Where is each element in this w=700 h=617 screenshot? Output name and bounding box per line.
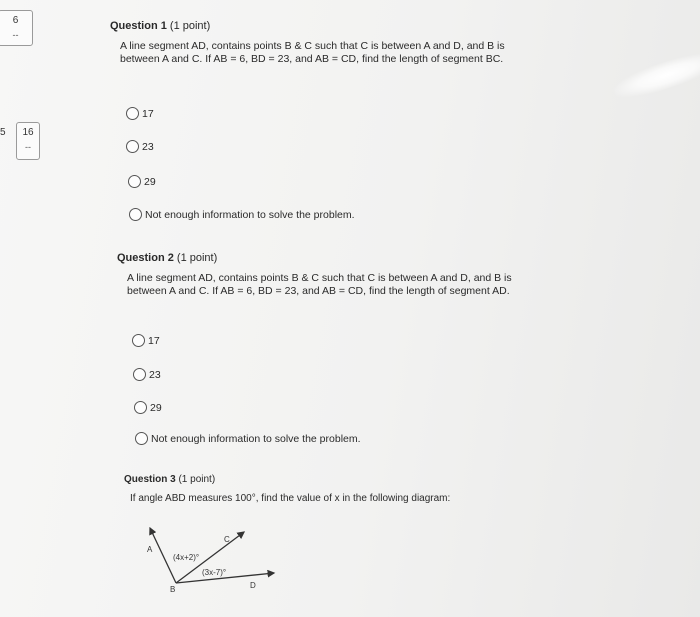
angle-diagram — [140, 520, 280, 595]
radio-button[interactable] — [126, 140, 139, 153]
question-text: If angle ABD measures 100°, find the value of x in the following diagram: — [130, 493, 451, 504]
question-number: Question 3 — [124, 474, 176, 485]
option-label: 17 — [148, 334, 160, 347]
nav-status: -- — [25, 142, 31, 152]
option-label: Not enough information to solve the problem. — [151, 432, 361, 445]
radio-button[interactable] — [132, 334, 145, 347]
q2-option-17[interactable] — [132, 334, 160, 347]
angle-label-abc: (4x+2)° — [173, 553, 200, 562]
point-label-c: C — [224, 535, 230, 544]
nav-number-side: 5 — [0, 127, 6, 138]
option-label: Not enough information to solve the problem. — [145, 208, 355, 221]
option-label: 17 — [142, 107, 154, 120]
q2-option-29[interactable] — [134, 401, 162, 414]
option-label: 29 — [144, 175, 156, 188]
nav-number: 16 — [22, 127, 34, 138]
nav-number: 6 — [12, 15, 19, 26]
point-label-a: A — [147, 545, 153, 554]
question-title — [110, 20, 545, 32]
angle-label-cbd: (3x-7)° — [202, 568, 227, 577]
question-number: Question 1 — [110, 20, 167, 32]
q1-option-17[interactable] — [126, 107, 154, 120]
q2-option-23[interactable] — [133, 368, 161, 381]
point-label-d: D — [250, 581, 256, 590]
q1-option-not-enough-info[interactable] — [129, 208, 355, 221]
question-title — [117, 252, 542, 264]
question-points: (1 point) — [178, 474, 216, 485]
question-title — [124, 474, 560, 485]
screen-glare — [611, 46, 700, 105]
q1-option-23[interactable] — [126, 140, 154, 153]
question-text: A line segment AD, contains points B & C such that C is between A and D, and B is between A and C. If AB = 6, BD = 23, and AB = CD, find the length of segment AD. — [127, 272, 512, 297]
option-label: 23 — [142, 140, 154, 153]
nav-status: -- — [12, 30, 19, 40]
radio-button[interactable] — [133, 368, 146, 381]
question-1 — [110, 20, 545, 66]
question-points: (1 point) — [176, 252, 218, 264]
q2-option-not-enough-info[interactable] — [135, 432, 361, 445]
question-nav-box-16[interactable] — [16, 122, 40, 160]
radio-button[interactable] — [134, 401, 147, 414]
q1-option-29[interactable] — [128, 175, 156, 188]
radio-button[interactable] — [129, 208, 142, 221]
question-nav-box-6[interactable] — [0, 10, 33, 46]
question-2 — [117, 252, 542, 298]
question-number: Question 2 — [117, 252, 174, 264]
option-label: 23 — [149, 368, 161, 381]
radio-button[interactable] — [128, 175, 141, 188]
question-text: A line segment AD, contains points B & C such that C is between A and D, and B is between A and C. If AB = 6, BD = 23, and AB = CD, find the length of segment BC. — [120, 40, 505, 65]
radio-button[interactable] — [126, 107, 139, 120]
option-label: 29 — [150, 401, 162, 414]
question-points: (1 point) — [169, 20, 211, 32]
question-3 — [124, 474, 560, 505]
radio-button[interactable] — [135, 432, 148, 445]
point-label-b: B — [170, 585, 176, 594]
